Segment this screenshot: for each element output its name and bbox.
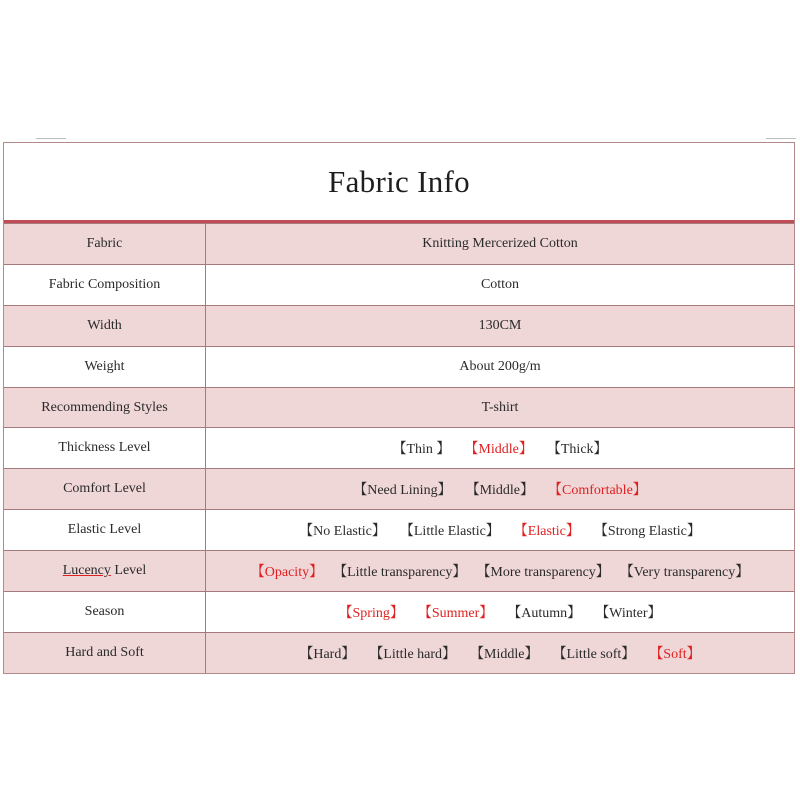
option-little-transparency: 【Little transparency】	[333, 565, 467, 581]
option-little-hard: 【Little hard】	[369, 646, 457, 662]
row-label: Width	[4, 306, 206, 346]
option-middle-selected: 【Middle】	[464, 442, 533, 458]
row-label	[4, 551, 206, 591]
option-elastic-selected: 【Elastic】	[513, 524, 580, 540]
row-label: Comfort Level	[4, 469, 206, 509]
option-little-elastic: 【Little Elastic】	[399, 524, 500, 540]
row-options	[206, 633, 794, 673]
row-label: Season	[4, 592, 206, 632]
row-fabric-composition	[4, 264, 794, 305]
option-spring-selected: 【Spring】	[338, 605, 404, 621]
row-label: Weight	[4, 347, 206, 387]
row-width	[4, 305, 794, 346]
row-weight	[4, 346, 794, 387]
row-value: Knitting Mercerized Cotton	[422, 235, 578, 251]
option-middle: 【Middle】	[470, 646, 539, 662]
row-label-part: Level	[110, 563, 147, 579]
row-options	[206, 551, 794, 591]
option-no-elastic: 【No Elastic】	[299, 524, 386, 540]
row-hard-and-soft	[4, 632, 794, 673]
row-options	[206, 469, 794, 509]
option-soft-selected: 【Soft】	[649, 646, 701, 662]
option-strong-elastic: 【Strong Elastic】	[593, 524, 701, 540]
row-label: Thickness Level	[4, 428, 206, 468]
row-options	[206, 510, 794, 550]
option-summer-selected: 【Summer】	[417, 605, 494, 621]
row-label: Hard and Soft	[4, 633, 206, 673]
row-recommending-styles	[4, 387, 794, 428]
row-comfort-level	[4, 468, 794, 509]
row-season	[4, 591, 794, 632]
row-options	[206, 428, 794, 468]
row-label: Elastic Level	[4, 510, 206, 550]
option-very-transparency: 【Very transparency】	[619, 565, 750, 581]
row-value: About 200g/m	[459, 358, 541, 374]
row-label: Fabric	[4, 224, 206, 264]
option-thick: 【Thick】	[546, 442, 608, 458]
option-more-transparency: 【More transparency】	[476, 565, 610, 581]
row-options	[206, 592, 794, 632]
row-elastic-level	[4, 509, 794, 550]
page-title: Fabric Info	[328, 163, 470, 199]
row-lucency-level	[4, 550, 794, 591]
option-need-lining: 【Need Lining】	[353, 483, 452, 499]
row-label: Fabric Composition	[4, 265, 206, 305]
option-opacity-selected: 【Opacity】	[250, 565, 324, 581]
row-value: T-shirt	[481, 399, 519, 415]
row-fabric	[4, 223, 794, 264]
title-row	[4, 143, 794, 223]
row-value: 130CM	[478, 317, 522, 333]
row-label-part: Lucency	[62, 563, 111, 579]
row-value: Cotton	[480, 276, 520, 292]
corner-mark-left	[36, 138, 66, 139]
option-autumn: 【Autumn】	[507, 605, 582, 621]
option-middle: 【Middle】	[465, 483, 535, 499]
fabric-info-table	[3, 142, 795, 674]
corner-mark-right	[766, 138, 796, 139]
option-hard: 【Hard】	[299, 646, 356, 662]
option-winter: 【Winter】	[595, 605, 662, 621]
row-label: Recommending Styles	[4, 388, 206, 428]
option-thin: 【Thin 】	[392, 442, 451, 458]
row-thickness-level	[4, 427, 794, 468]
option-comfortable-selected: 【Comfortable】	[548, 483, 647, 499]
option-little-soft: 【Little soft】	[552, 646, 636, 662]
